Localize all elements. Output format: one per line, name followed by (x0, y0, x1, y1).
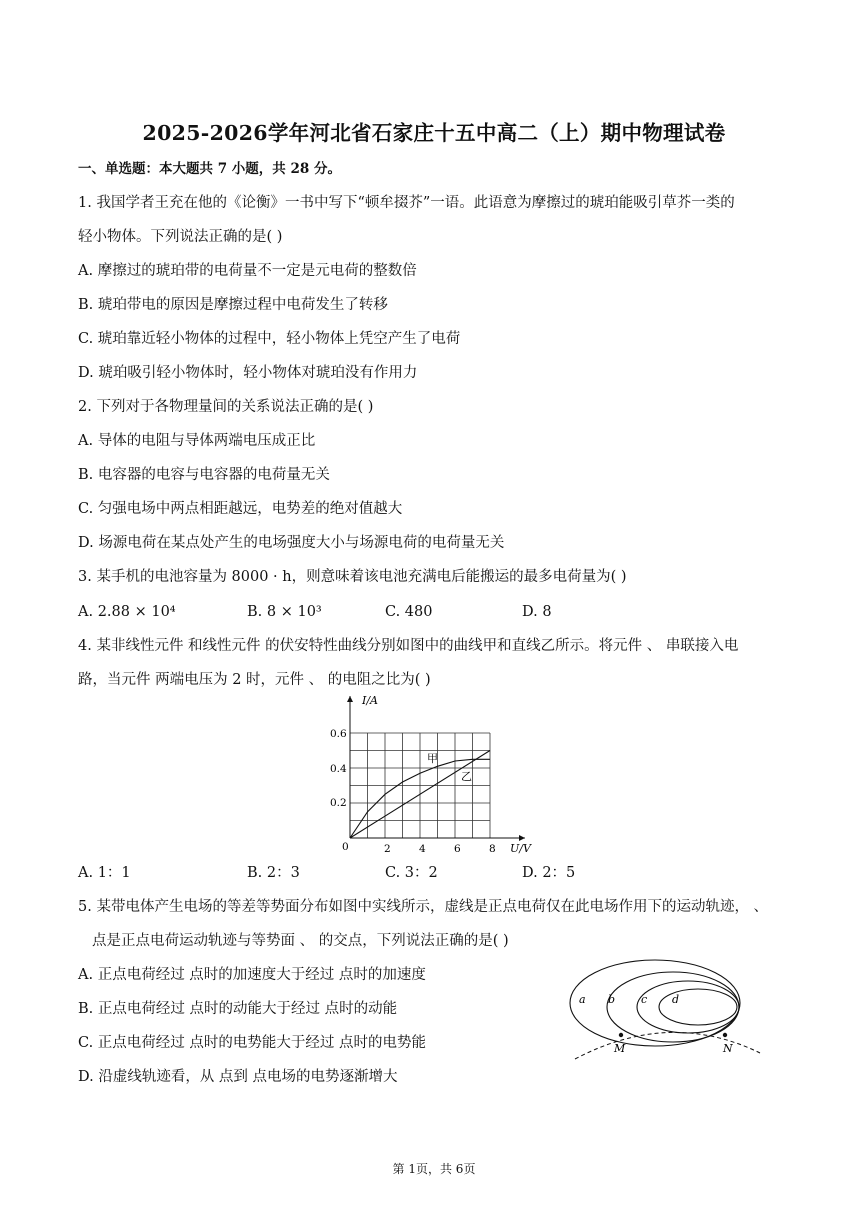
iv-characteristic-graph (320, 688, 540, 860)
y-axis-label: I/A (362, 694, 378, 707)
x-axis-label: U/V (510, 842, 531, 855)
label-m: M (614, 1042, 626, 1055)
question-4-stem: 4. 某非线性元件 和线性元件 的伏安特性曲线分别如图中的曲线甲和直线乙所示。将元件 、 串联接入电 (78, 638, 739, 654)
question-2-option-c: C. 匀强电场中两点相距越远，电势差的绝对值越大 (78, 501, 403, 517)
question-5-option-c: C. 正点电荷经过 点时的电势能大于经过 点时的电势能 (78, 1035, 427, 1051)
label-c: c (641, 993, 648, 1006)
question-3-stem: 3. 某手机的电池容量为 8000 · h，则意味着该电池充满电后能搬运的最多电荷量为( ) (78, 569, 627, 585)
question-4-option-a: A. 1：1 (78, 865, 131, 881)
line-yi-label: 乙 (461, 770, 472, 783)
question-1-option-d: D. 琥珀吸引轻小物体时，轻小物体对琥珀没有作用力 (78, 365, 418, 381)
question-1-option-b: B. 琥珀带电的原因是摩擦过程中电荷发生了转移 (78, 297, 388, 313)
question-4-option-b: B. 2：3 (247, 865, 300, 881)
question-5-option-d: D. 沿虚线轨迹看，从 点到 点电场的电势逐渐增大 (78, 1069, 398, 1085)
label-d: d (672, 993, 680, 1006)
y-tick-0-4: 0.4 (330, 763, 347, 775)
question-4-option-d: D. 2：5 (522, 865, 576, 881)
section-heading: 一、单选题：本大题共 7 小题，共 28 分。 (78, 161, 341, 177)
page-title: 2025-2026学年河北省石家庄十五中高二（上）期中物理试卷 (142, 121, 726, 145)
x-tick-4: 4 (419, 843, 426, 855)
equipotential-diagram (565, 955, 765, 1065)
question-5-stem-cont: 点是正点电荷运动轨迹与等势面 、 的交点，下列说法正确的是( ) (92, 933, 509, 949)
point-n-dot (723, 1033, 727, 1037)
question-2-option-b: B. 电容器的电容与电容器的电荷量无关 (78, 467, 330, 483)
question-2-option-a: A. 导体的电阻与导体两端电压成正比 (78, 433, 316, 449)
question-3-option-b: B. 8 × 10³ (247, 604, 322, 620)
x-tick-8: 8 (489, 843, 496, 855)
question-3-option-d: D. 8 (522, 604, 552, 620)
question-1-stem-cont: 轻小物体。下列说法正确的是( ) (78, 229, 283, 245)
label-n: N (723, 1042, 733, 1055)
question-2-stem: 2. 下列对于各物理量间的关系说法正确的是( ) (78, 399, 374, 415)
question-4-stem-cont: 路，当元件 两端电压为 2 时，元件 、 的电阻之比为( ) (78, 672, 431, 688)
question-5-stem: 5. 某带电体产生电场的等差等势面分布如图中实线所示，虚线是正点电荷仅在此电场作用下的运动轨迹， 、 (78, 899, 769, 915)
y-tick-0-2: 0.2 (330, 797, 347, 809)
y-tick-0-6: 0.6 (330, 728, 347, 740)
curve-jia-label: 甲 (427, 752, 438, 765)
point-m-dot (619, 1033, 623, 1037)
question-1-stem: 1. 我国学者王充在他的《论衡》一书中写下“顿牟掇芥”一语。此语意为摩擦过的琥珀能吸引草芥一类的 (78, 195, 735, 211)
label-a: a (579, 993, 586, 1006)
question-1-option-a: A. 摩擦过的琥珀带的电荷量不一定是元电荷的整数倍 (78, 263, 417, 279)
label-b: b (608, 993, 616, 1006)
equipotential-c (637, 981, 739, 1033)
question-2-option-d: D. 场源电荷在某点处产生的电场强度大小与场源电荷的电荷量无关 (78, 535, 505, 551)
question-3-option-c: C. 480 (385, 604, 433, 620)
x-tick-6: 6 (454, 843, 461, 855)
question-4-option-c: C. 3：2 (385, 865, 438, 881)
page-footer: 第 1页，共 6页 (392, 1162, 476, 1176)
equipotential-d (659, 989, 737, 1025)
question-5-option-a: A. 正点电荷经过 点时的加速度大于经过 点时的加速度 (78, 967, 426, 983)
question-5-option-b: B. 正点电荷经过 点时的动能大于经过 点时的动能 (78, 1001, 398, 1017)
x-tick-2: 2 (384, 843, 391, 855)
origin-label: 0 (342, 841, 349, 853)
graph-grid (350, 733, 490, 838)
question-1-option-c: C. 琥珀靠近轻小物体的过程中，轻小物体上凭空产生了电荷 (78, 331, 461, 347)
question-3-option-a: A. 2.88 × 10⁴ (78, 604, 176, 620)
